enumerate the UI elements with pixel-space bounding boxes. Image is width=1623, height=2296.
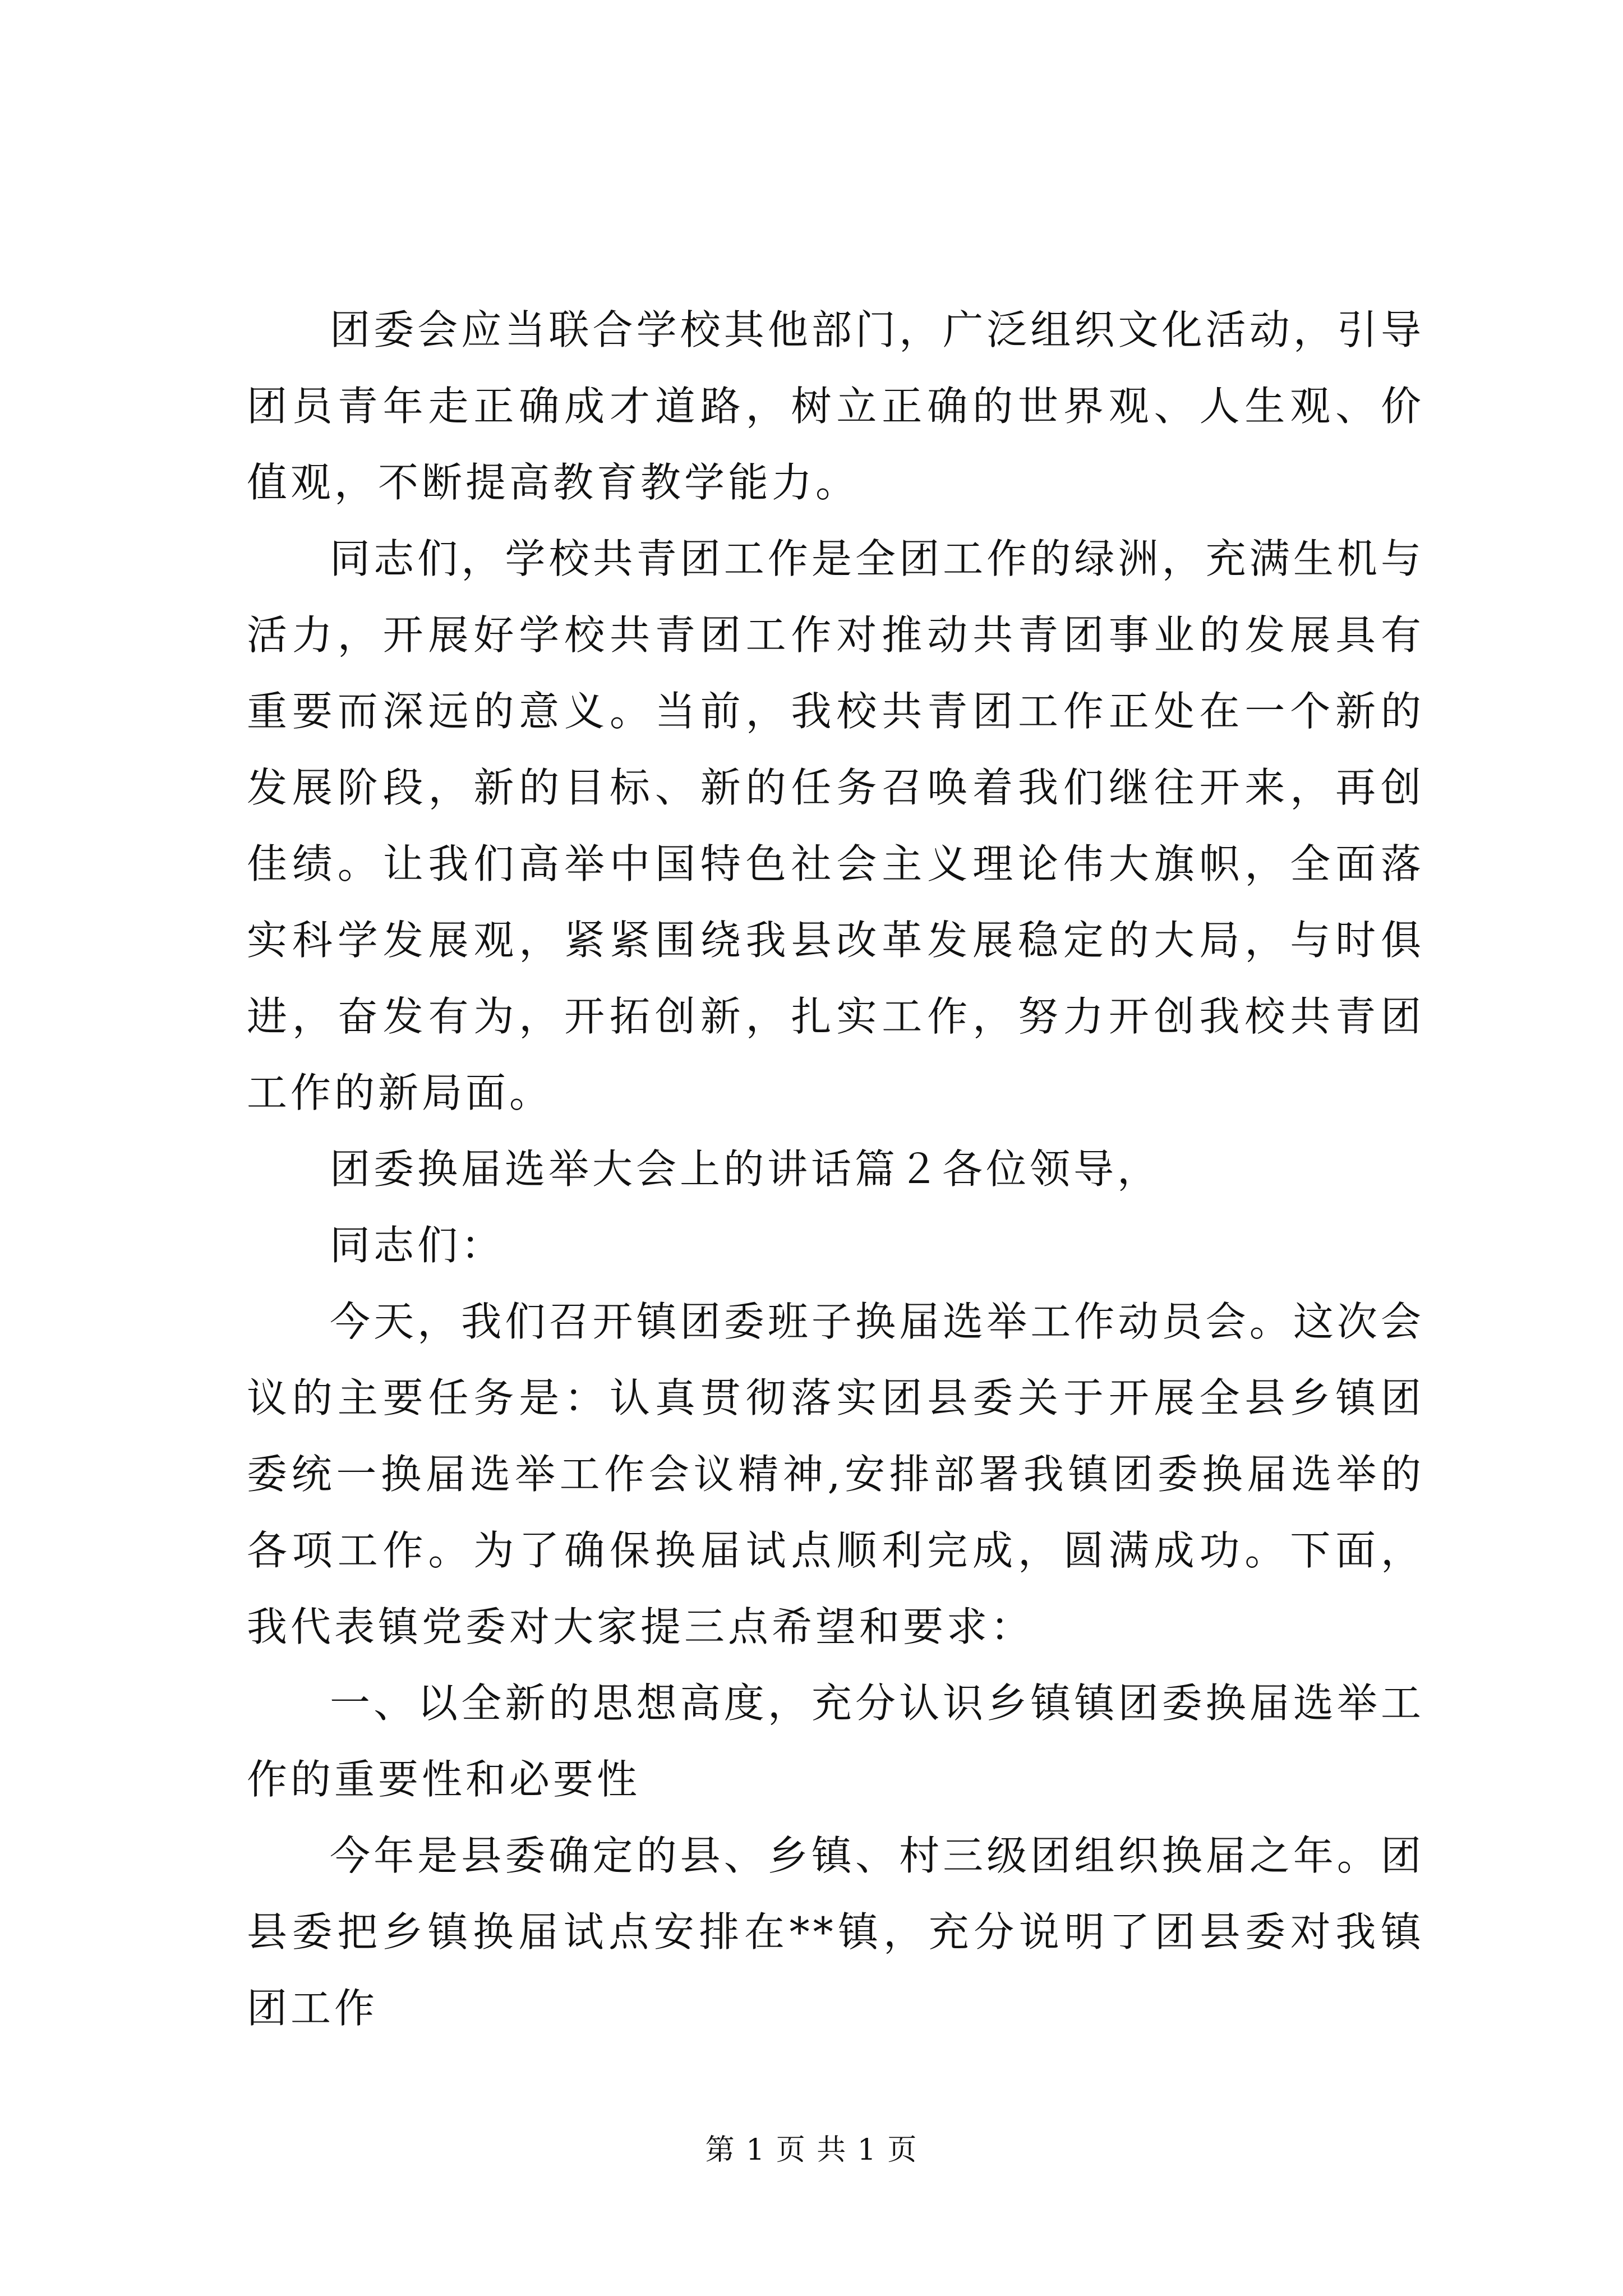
paragraph: 团委会应当联合学校其他部门，广泛组织文化活动，引导团员青年走正确成才道路，树立正确的世界观、人生观、价值观，不断提高教育教学能力。 bbox=[247, 306, 1424, 506]
paragraph: 同志们： bbox=[330, 1222, 505, 1269]
page-footer: 第 1 页 共 1 页 bbox=[705, 2133, 918, 2167]
paragraph: 今年是县委确定的县、乡镇、村三级团组织换届之年。团县委把乡镇换届试点安排在**镇，充分说明了团县委对我镇团工作 bbox=[247, 1832, 1424, 2032]
paragraph: 今天，我们召开镇团委班子换届选举工作动员会。这次会议的主要任务是：认真贯彻落实团县委关于开展全县乡镇团委统一换届选举工作会议精神,安排部署我镇团委换届选举的各项工作。为了确保换届试点顺利完成，圆满成功。下面，我代表镇党委对大家提三点希望和要求： bbox=[247, 1298, 1424, 1650]
paragraph: 同志们，学校共青团工作是全团工作的绿洲，充满生机与活力，开展好学校共青团工作对推动共青团事业的发展具有重要而深远的意义。当前，我校共青团工作正处在一个新的发展阶段，新的目标、新的任务召唤着我们继往开来，再创佳绩。让我们高举中国特色社会主义理论伟大旗帜，全面落实科学发展观，紧紧围绕我县改革发展稳定的大局，与时俱进，奋发有为，开拓创新，扎实工作，努力开创我校共青团工作的新局面。 bbox=[247, 535, 1424, 1116]
paragraph: 团委换届选举大会上的讲话篇２各位领导， bbox=[330, 1145, 1161, 1193]
paragraph: 一、以全新的思想高度，充分认识乡镇镇团委换届选举工作的重要性和必要性 bbox=[247, 1680, 1424, 1803]
document-body bbox=[247, 292, 1424, 2046]
